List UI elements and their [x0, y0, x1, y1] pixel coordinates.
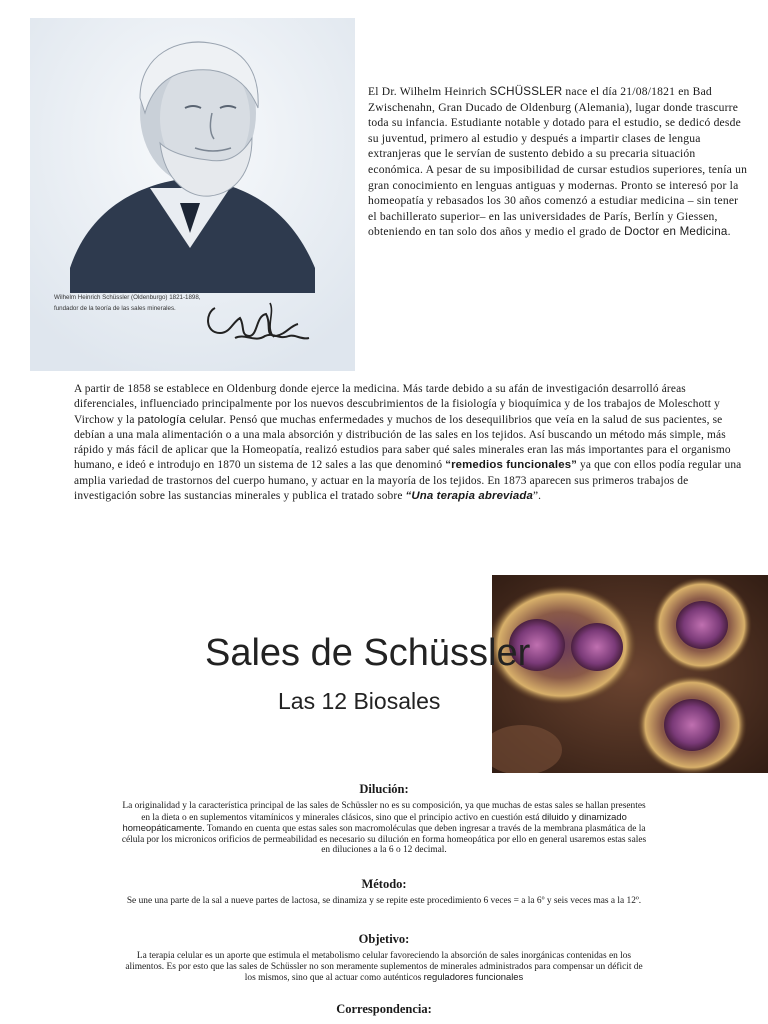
dilution-section [120, 782, 648, 856]
portrait-image [30, 18, 355, 371]
history-part-3: ya que con ellos podía regular una amplia variedad de trastornos del cuerpo humano, y actuar en la mayoría de los tejidos. En 1873 aparecen sus primeros trabajos de investigación sobre las sustancias minerales y publica el tratado sobre [74, 459, 742, 503]
history-treatise: “Una terapia abreviada [405, 490, 533, 503]
dilution-highlight: diluido y dinamizado homeopáticamente [122, 810, 627, 834]
schussler-portrait-drawing [30, 18, 355, 371]
banner-title: Sales de Schüssler [205, 632, 531, 674]
dilution-text-after: . Tomando en cuenta que estas sales son macromoléculas que deben ingresar a través de la membrana plasmática de la célula por los micronicos orificios de permeabilidad es necesario su dilución en forma homeopática por ello en general usaremos estas sales en diluciones a la 6 o 12 decimal. [121, 824, 647, 856]
dilution-text-before: La originalidad y la característica principal de las sales de Schüssler no es su composición, ya que muchas de estas sales se hallan presentes en la dieta o en suplementos vitamínicos y minerales clásicos, sino que el principio activo en cuestión está [122, 801, 646, 823]
objective-section [120, 932, 648, 984]
objective-heading: Objetivo: [358, 932, 410, 946]
biography-paragraph [368, 84, 748, 240]
history-paragraph [74, 382, 744, 504]
correspondence-heading: Correspondencia: [336, 1002, 432, 1016]
method-text: Se une una parte de la sal a nueve partes de lactosa, se dinamiza y se repite este procedimiento 6 veces = a la 6º y seis veces mas a la 12º. [126, 896, 642, 906]
dilution-heading: Dilución: [359, 782, 409, 796]
objective-text-before: La terapia celular es un aporte que estimula el metabolismo celular favoreciendo la absorción de sales inorgánicas contenidas en los alimentos. Es por esto que las sales de Schüssler no son meramente suplementos de minerales administrados para compensar un déficit de los mismos, sino que al actuar como auténticos [125, 951, 643, 984]
history-part-4: ”. [532, 490, 542, 503]
history-remedies: “remedios funcionales” [445, 459, 578, 472]
history-part-2: Pensó que muchas enfermedades y muchos de los desequilibrios que veía en la salud de sus pacientes, se debían a una mala alimentación o a una mala absorción y distribución de las sales en los tejidos. Así buscando un método más simple, más rápido y más fácil de aplicar que la Homeopatía, realizó estudios para saber qué sales minerales eran las más importantes para el organismo humano, e ideó e introdujo en 1870 un sistema de 12 sales a las que denominó [74, 413, 731, 472]
caption-line-1: Wilhelm Heinrich Schüssler (Oldenburgo) 1821-1898, [54, 294, 201, 301]
method-heading: Método: [361, 877, 407, 891]
dilution-text [120, 801, 648, 856]
objective-text [120, 951, 648, 984]
bio-name: SCHÜSSLER [489, 85, 563, 98]
method-section [120, 877, 648, 907]
caption-line-2: fundador de la teoría de las sales minerales. [54, 305, 176, 312]
bio-text-start: El Dr. Wilhelm Heinrich [368, 85, 490, 98]
bio-text-end: . [727, 225, 731, 239]
cells-image [492, 575, 768, 773]
objective-highlight: reguladores funcionales [423, 971, 524, 983]
bio-text-middle: nace el día 21/08/1821 en Bad Zwischenahn, Gran Ducado de Oldenburg (Alemania), lugar donde trascurre toda su infancia. Estudiante notable y dotado para el estudio, se dedicó desde su juventud, primero al estudio y después a impartir clases de lengua extranjeras que le servían de sustento debido a su precaria situación económica. A pesar de su imposibilidad de cursar estudios superiores, tenía un gran conocimiento en lenguas antiguas y modernas. Pronto se interesó por la homeopatía y rebasados los 30 años comenzó a estudiar medicina – sin tener el bachillerato superior– en las universidades de París, Berlín y Giessen, obteniendo en tan solo dos años y medio el grado de [368, 85, 748, 239]
history-part-1: A partir de 1858 se establece en Oldenburg donde ejerce la medicina. Más tarde debido a su afán de investigación desarrolló áreas diferenciales, influenciado principalmente por los nuevos descubrimientos de la fisiología y bioquímica y de los trabajos de Moleschott y Virchow y la [74, 383, 720, 426]
correspondence-section [120, 1002, 648, 1021]
cells-illustration [492, 575, 768, 773]
banner-subtitle: Las 12 Biosales [278, 688, 441, 714]
bio-degree: Doctor en Medicina [624, 225, 728, 239]
portrait-caption [54, 292, 244, 314]
history-pathology: patología celular. [137, 413, 227, 426]
